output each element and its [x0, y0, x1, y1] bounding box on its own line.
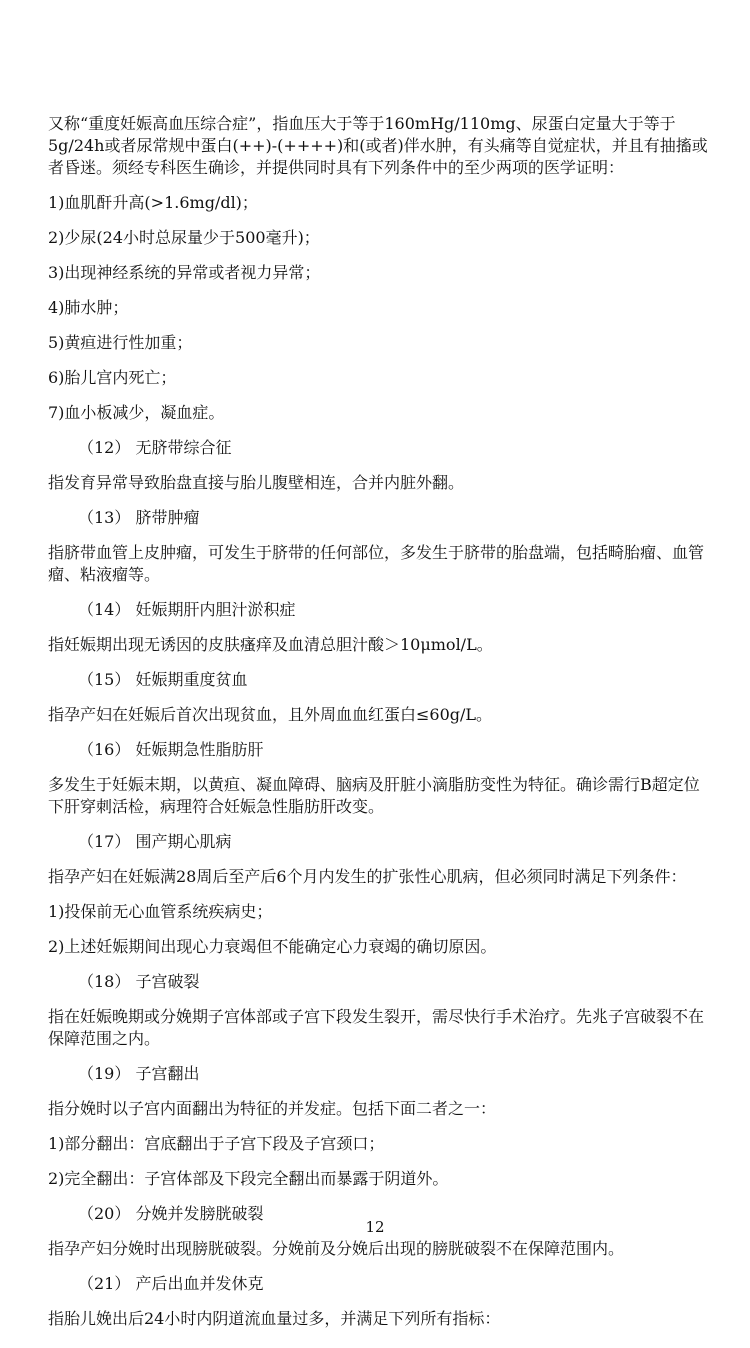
section-heading-18: （18） 子宫破裂 [78, 972, 200, 991]
section-heading-12: （12） 无脐带综合征 [78, 438, 232, 457]
paragraph: 指妊娠期出现无诱因的皮肤瘙痒及血清总胆汁酸＞10μmol/L。 [48, 635, 493, 654]
section-heading-21: （21） 产后出血并发休克 [78, 1274, 264, 1293]
list-item: 5)黄疸进行性加重； [48, 333, 193, 352]
paragraph: 指发育异常导致胎盘直接与胎儿腹壁相连，合并内脏外翻。 [48, 473, 465, 492]
section-heading-20: （20） 分娩并发膀胱破裂 [78, 1204, 264, 1223]
list-item: 1)部分翻出：宫底翻出于子宫下段及子宫颈口； [48, 1134, 385, 1153]
list-item: 6)胎儿宫内死亡； [48, 368, 177, 387]
list-item: 7)血小板减少，凝血症。 [48, 403, 225, 422]
paragraph: 多发生于妊娠末期，以黄疸、凝血障碍、脑病及肝脏小滴脂肪变性为特征。确诊需行B超定位下肝穿刺活检，病理符合妊娠急性脂肪肝改变。 [48, 775, 700, 816]
section-heading-19: （19） 子宫翻出 [78, 1064, 200, 1083]
section-heading-16: （16） 妊娠期急性脂肪肝 [78, 740, 264, 759]
list-item: 1)投保前无心血管系统疾病史； [48, 902, 273, 921]
section-heading-14: （14） 妊娠期肝内胆汁淤积症 [78, 600, 296, 619]
section-heading-15: （15） 妊娠期重度贫血 [78, 670, 248, 689]
paragraph: 指分娩时以子宫内面翻出为特征的并发症。包括下面二者之一： [48, 1099, 497, 1118]
paragraph: 指脐带血管上皮肿瘤，可发生于脐带的任何部位，多发生于脐带的胎盘端，包括畸胎瘤、血管瘤、粘液瘤等。 [48, 543, 705, 584]
paragraph: 指胎儿娩出后24小时内阴道流血量过多，并满足下列所有指标： [48, 1309, 501, 1328]
list-item: 1)血肌酐升高(>1.6mg/dl)； [48, 193, 258, 212]
list-item: 2)完全翻出：子宫体部及下段完全翻出而暴露于阴道外。 [48, 1169, 449, 1188]
paragraph: 指孕产妇在妊娠满28周后至产后6个月内发生的扩张性心肌病，但必须同时满足下列条件： [48, 867, 687, 886]
page-number: 12 [365, 1218, 385, 1236]
paragraph: 指孕产妇在妊娠后首次出现贫血，且外周血血红蛋白≤60g/L。 [48, 705, 493, 724]
paragraph: 又称“重度妊娠高血压综合症”，指血压大于等于160mHg/110mg、尿蛋白定量大于等于5g/24h或者尿常规中蛋白(++)-(++++)和(或者)伴水肿，有头痛等自觉症状，并且有抽搐或者昏迷。须经专科医生确诊，并提供同时具有下列条件中的至少两项的医学证明： [48, 114, 708, 177]
paragraph: 指孕产妇分娩时出现膀胱破裂。分娩前及分娩后出现的膀胱破裂不在保障范围内。 [48, 1239, 625, 1258]
paragraph: 指在妊娠晚期或分娩期子宫体部或子宫下段发生裂开，需尽快行手术治疗。先兆子宫破裂不在保障范围之内。 [48, 1007, 705, 1048]
list-item: 2)少尿(24小时总尿量少于500毫升)； [48, 228, 320, 247]
section-heading-17: （17） 围产期心肌病 [78, 832, 232, 851]
document-body [48, 113, 714, 1343]
list-item: 4)肺水肿； [48, 298, 129, 317]
section-heading-13: （13） 脐带肿瘤 [78, 508, 200, 527]
list-item: 2)上述妊娠期间出现心力衰竭但不能确定心力衰竭的确切原因。 [48, 937, 497, 956]
list-item: 3)出现神经系统的异常或者视力异常； [48, 263, 321, 282]
